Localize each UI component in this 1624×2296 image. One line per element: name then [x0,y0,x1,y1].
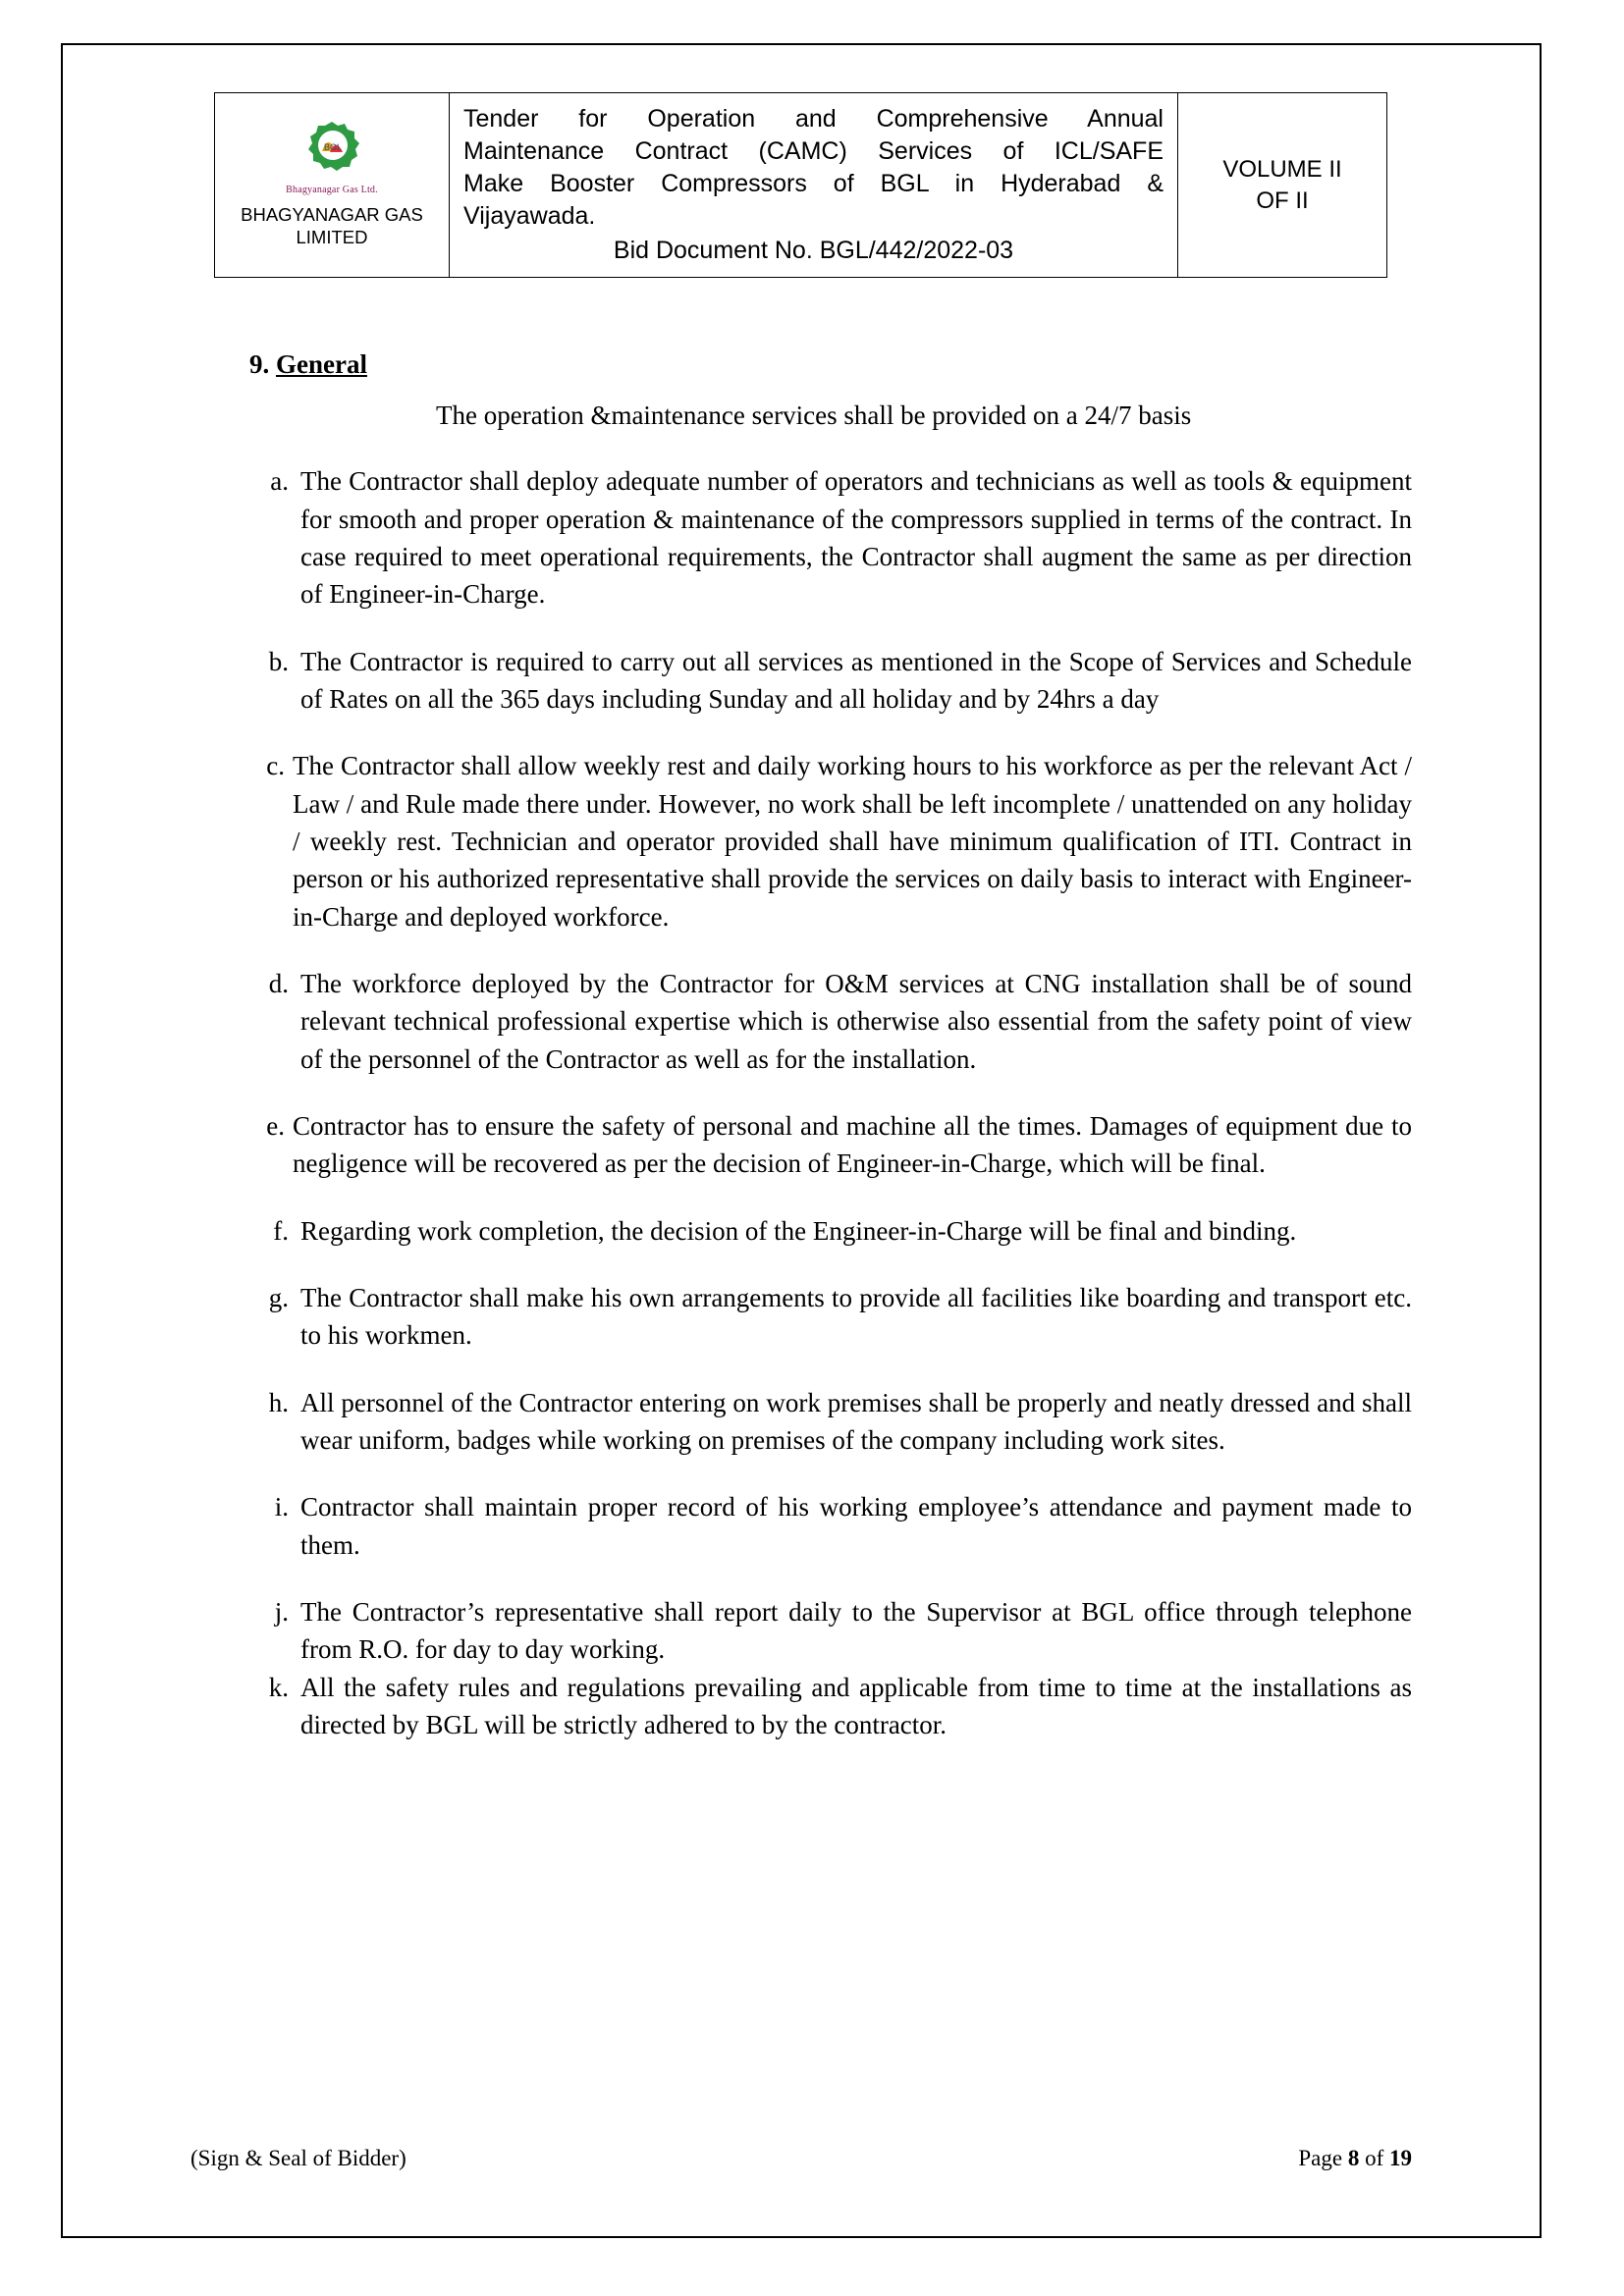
list-item [249,462,1540,613]
list-item-text: All the safety rules and regulations prevailing and applicable from time to time at the installations as directed by BGL will be strictly adhered to by the contractor. [300,1672,1412,1739]
list-item-text: The Contractor is required to carry out all services as mentioned in the Scope of Services and Schedule of Rates on all the 365 days including Sunday and all holiday and by 24hrs a day [300,646,1412,715]
document-page [61,43,1542,2238]
header-title-line-2: Maintenance Contract (CAMC) Services of ICL/SAFE [463,137,1164,165]
list-item [249,1107,1540,1183]
header-title-line-3: Make Booster Compressors of BGL in Hyderabad & [463,170,1164,197]
footer-page-of: of [1359,2146,1389,2170]
list-item-text: The workforce deployed by the Contractor for O&M services at CNG installation shall be of sound relevant technical professional expertise which is otherwise also essential from the safety point of view of the personnel of the Contractor as well as for the installation. [300,969,1412,1074]
list-item-text: The Contractor shall make his own arrangements to provide all facilities like boarding and transport etc. to his workmen. [300,1283,1412,1351]
list-item [249,1384,1540,1460]
header-title-line-1: Tender for Operation and Comprehensive Annual [463,105,1164,133]
section-heading [249,349,1540,380]
list-item [249,1488,1540,1564]
list-item-text: The Contractor’s representative shall report daily to the Supervisor at BGL office through telephone from R.O. for day to day working. [300,1596,1412,1665]
list-item-text: The Contractor shall deploy adequate number of operators and technicians as well as tools & equipment for smooth and proper operation & maintenance of the compressors supplied in terms of the contract. In case required to meet operational requirements, the Contractor shall augment the same as per direction of Engineer-in-Charge. [300,466,1412,610]
list-item-marker: c. [266,751,285,781]
list-item [249,1593,1540,1669]
list-item [249,1669,1540,1744]
list-item [249,1279,1540,1355]
list-item-text: The Contractor shall allow weekly rest and daily working hours to his workforce as per the relevant Act / Law / and Rule made there under. However, no work shall be left incomplete / unattended on any holiday / weekly rest. Technician and operator provided shall have minimum qualification of ITI. Contract in person or his authorized representative shall provide the services on daily basis to interact with Engineer-in-Charge and deployed workforce. [293,751,1412,932]
svg-text:BGL: BGL [323,141,343,152]
footer-page-prefix: Page [1298,2146,1348,2170]
page-footer [190,2146,1412,2171]
footer-page-current: 8 [1347,2146,1360,2170]
list-item [249,1212,1540,1250]
header-row [215,93,1387,278]
list-item-text: Contractor has to ensure the safety of personal and machine all the times. Damages of equipment due to negligence will be recovered as per the decision of Engineer-in-Charge, which will be final. [293,1111,1412,1179]
volume-line-1: VOLUME II [1222,156,1342,184]
header-title-line-4: Vijayawada. [463,202,596,230]
list-item-marker: j. [274,1596,289,1627]
footer-signature-label: (Sign & Seal of Bidder) [190,2146,406,2170]
list-item-text: All personnel of the Contractor entering on work premises shall be properly and neatly dressed and shall wear uniform, badges while working on premises of the company including work sites. [300,1387,1412,1455]
logo-wrap [219,120,445,195]
company-line-2: LIMITED [296,227,368,247]
document-header-table [214,92,1387,278]
list-item-marker: a. [270,466,289,497]
header-company-name [219,203,445,248]
clause-list [249,462,1540,1743]
list-item-marker: b. [268,646,289,676]
list-item-marker: d. [268,969,289,999]
list-item-text: Regarding work completion, the decision of the Engineer-in-Charge will be final and binding. [300,1215,1297,1246]
document-body [63,349,1540,1773]
volume-line-2: OF II [1256,187,1309,214]
section-lead-paragraph: The operation &maintenance services shall be provided on a 24/7 basis [436,400,1192,430]
logo-caption: Bhagyanagar Gas Ltd. [286,184,378,195]
list-item-marker: h. [268,1387,289,1417]
list-item-marker: i. [274,1492,289,1522]
company-line-1: BHAGYANAGAR GAS [241,203,423,225]
footer-page-total: 19 [1389,2146,1412,2170]
list-item [249,643,1540,719]
header-title-cell [450,93,1178,278]
header-bid-document-number: Bid Document No. BGL/442/2022-03 [613,237,1014,264]
list-item-marker: k. [268,1672,289,1702]
section-number: 9. [249,349,270,379]
list-item [249,965,1540,1078]
header-volume-cell [1178,93,1387,278]
header-logo-cell [215,93,450,278]
list-item-marker: f. [273,1215,289,1246]
section-title: General [276,349,367,379]
list-item-text: Contractor shall maintain proper record of his working employee’s attendance and payment made to them. [300,1492,1412,1560]
list-item-marker: g. [268,1283,289,1313]
gear-logo-icon [297,120,367,183]
page-inner [63,45,1540,2236]
list-item [249,747,1540,935]
list-item-marker: e. [266,1111,285,1142]
footer-page-number [1298,2146,1412,2171]
